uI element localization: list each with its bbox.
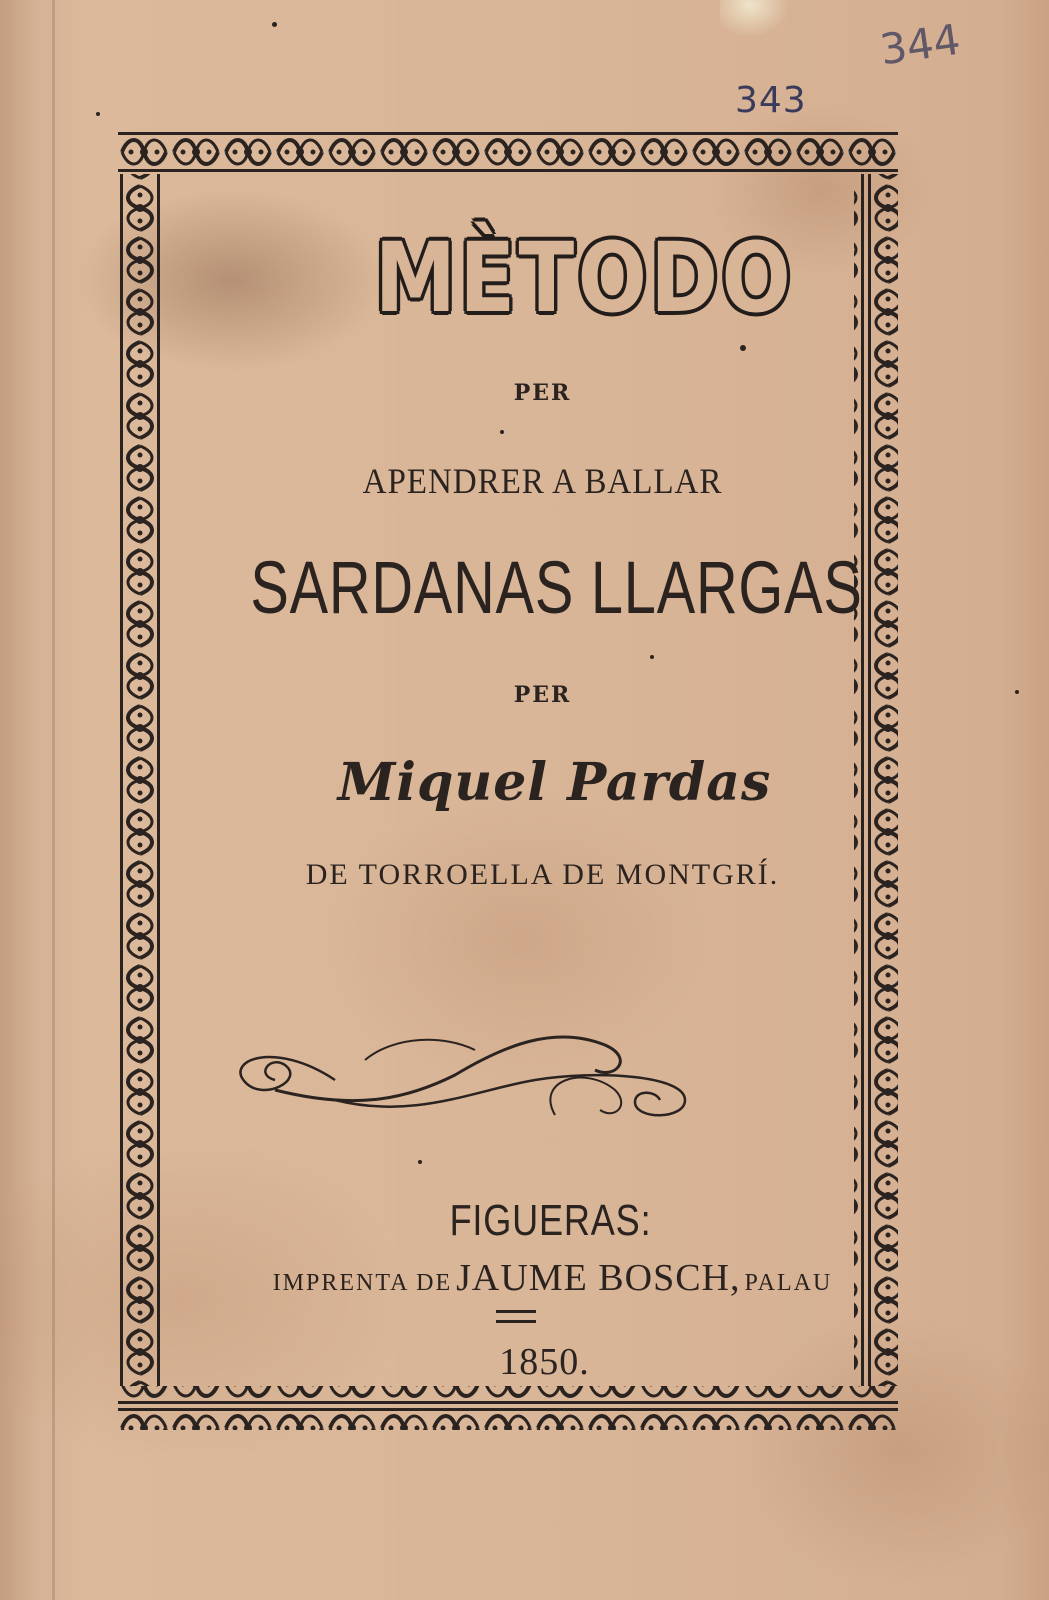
printer-suffix: PALAU	[744, 1270, 833, 1296]
printer-prefix: IMPRENTA DE	[272, 1270, 453, 1296]
old-shelf-mark: 344	[876, 14, 964, 75]
ink-speck	[650, 655, 654, 659]
per-line-1: PER	[513, 380, 572, 406]
ink-speck	[740, 345, 746, 351]
printer-name: JAUME BOSCH,	[456, 1257, 741, 1299]
book-title	[139, 222, 1031, 334]
ink-speck	[272, 22, 277, 27]
subtitle-line-1: APENDRER A BALLAR	[362, 461, 723, 501]
flourish-ornament	[215, 1020, 695, 1130]
author-name: Miquel Pardas	[337, 752, 772, 813]
border-bottom	[118, 1386, 898, 1430]
corner-tear	[720, 0, 800, 60]
publication-year: 1850.	[499, 1341, 590, 1383]
ink-speck	[418, 1160, 422, 1164]
double-rule-bottom	[496, 1320, 536, 1323]
shelf-mark: 343	[735, 80, 807, 121]
border-top	[118, 130, 898, 174]
author-origin: DE TORROELLA DE MONTGRÍ.	[305, 858, 780, 891]
double-rule-top	[496, 1310, 536, 1313]
subtitle-line-2: SARDANAS LLARGAS	[250, 546, 863, 629]
ink-speck	[500, 430, 504, 434]
ink-speck	[1015, 690, 1019, 694]
book-title-text: MÈTODO	[374, 222, 795, 334]
imprint-printer	[28, 1256, 1049, 1300]
per-line-2: PER	[513, 682, 572, 708]
imprint-city: FIGUERAS:	[449, 1196, 652, 1245]
ink-speck	[96, 112, 100, 116]
